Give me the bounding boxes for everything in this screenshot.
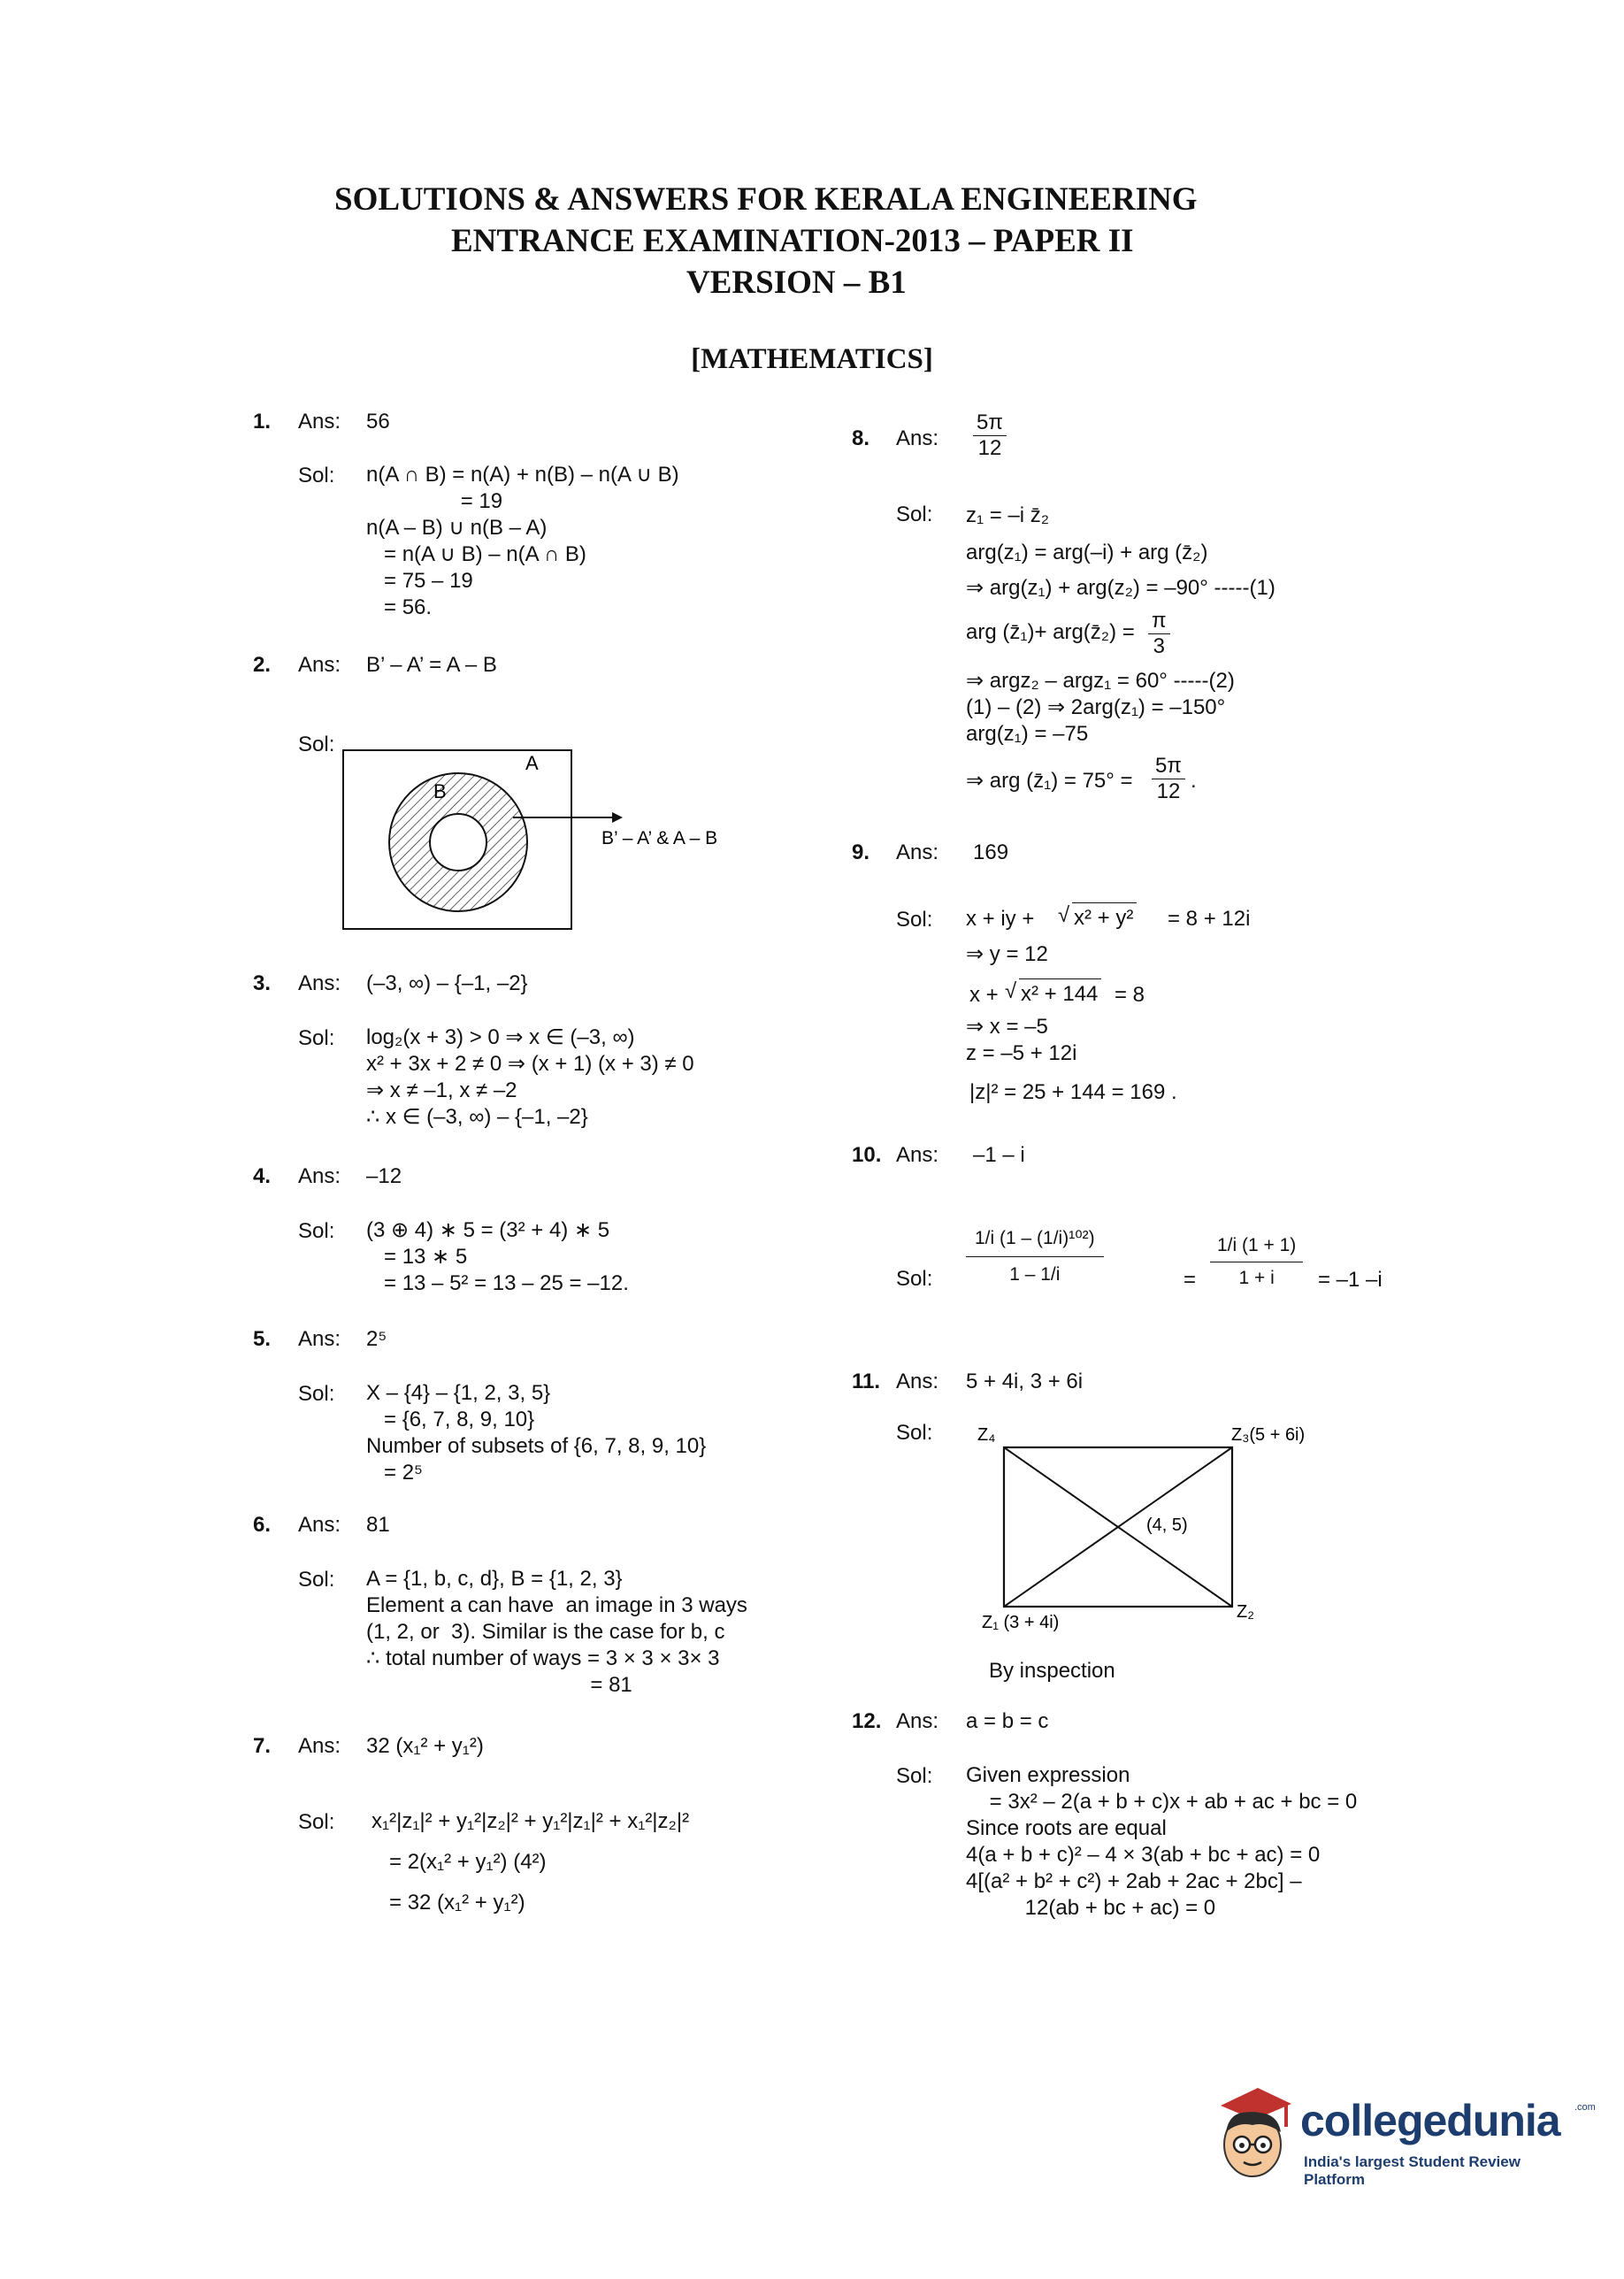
solution-label: Sol: [298, 464, 335, 487]
answer-value: 2⁵ [366, 1327, 387, 1351]
arrow-head [612, 812, 623, 823]
solution-line: arg(z₁) = –75 [966, 722, 1089, 746]
solution-line: = 2⁵ [366, 1461, 423, 1485]
vertex-label-z4: Z₄ [977, 1425, 996, 1445]
solution-line: (1, 2, or 3). Similar is the case for b, c [366, 1620, 725, 1644]
solution-label: Sol: [896, 908, 933, 932]
answer-value: 56 [366, 410, 390, 434]
solution-line: = 8 + 12i [1168, 907, 1251, 931]
answer-label: Ans: [298, 1513, 341, 1537]
venn-diagram [336, 743, 752, 938]
question-number: 5. [253, 1327, 272, 1351]
solution-line: ⇒ x ≠ –1, x ≠ –2 [366, 1078, 517, 1102]
solution-line: 4(a + b + c)² – 4 × 3(ab + bc + ac) = 0 [966, 1843, 1321, 1867]
solution-line: A = {1, b, c, d}, B = {1, 2, 3} [366, 1567, 623, 1591]
venn-label-a: A [525, 752, 539, 774]
subject-heading: [MATHEMATICS] [691, 343, 933, 375]
solution-line: ⇒ x = –5 [966, 1015, 1048, 1039]
solution-line: n(A – B) ∪ n(B – A) [366, 516, 548, 540]
answer-label: Ans: [298, 653, 341, 677]
solution-period: . [1191, 769, 1197, 793]
title-line-1: SOLUTIONS & ANSWERS FOR KERALA ENGINEERING [334, 181, 1198, 218]
answer-value: –12 [366, 1164, 402, 1188]
solution-line: ∴ x ∈ (–3, ∞) – {–1, –2} [366, 1105, 588, 1129]
equals-sign: = [1184, 1268, 1197, 1292]
set-b-circle [430, 814, 486, 871]
answer-label: Ans: [896, 1143, 939, 1167]
solution-line: ⇒ argz₂ – argz₁ = 60° -----(2) [966, 669, 1235, 693]
answer-value: B’ – A’ = A – B [366, 653, 497, 677]
solution-line: = n(A ∪ B) – n(A ∩ B) [366, 542, 586, 566]
solution-line: Given expression [966, 1763, 1130, 1787]
pi-over-3-fraction [1148, 609, 1170, 659]
logo-domain: .com [1574, 2102, 1596, 2113]
solution-line: ⇒ arg(z₁) + arg(z₂) = –90° -----(1) [966, 576, 1275, 600]
fraction-denominator: 12 [977, 436, 1002, 460]
question-number: 4. [253, 1164, 272, 1188]
solution-line: Element a can have an image in 3 ways [366, 1593, 747, 1617]
fraction-denominator: 12 [1156, 779, 1181, 803]
complex-fraction [966, 1221, 1104, 1293]
simplified-fraction [1210, 1230, 1303, 1294]
answer-value: a = b = c [966, 1709, 1049, 1733]
question-number: 10. [852, 1143, 882, 1167]
solution-line: ⇒ y = 12 [966, 942, 1048, 966]
solution-line: Since roots are equal [966, 1816, 1167, 1840]
solution-line: = 8 [1115, 983, 1145, 1007]
solution-line: z₁ = –i z̄₂ [966, 503, 1050, 527]
solution-line: z = –5 + 12i [966, 1041, 1077, 1065]
question-number: 7. [253, 1734, 272, 1758]
solution-line: Number of subsets of {6, 7, 8, 9, 10} [366, 1434, 707, 1458]
solution-line: 12(ab + bc + ac) = 0 [966, 1896, 1216, 1920]
answer-label: Ans: [298, 1164, 341, 1188]
answer-value: –1 – i [973, 1143, 1025, 1167]
solution-line: x² + 3x + 2 ≠ 0 ⇒ (x + 1) (x + 3) ≠ 0 [366, 1052, 694, 1076]
solution-line: |z|² = 25 + 144 = 169 . [969, 1080, 1177, 1104]
solution-line: = 3x² – 2(a + b + c)x + ab + ac + bc = 0 [966, 1790, 1358, 1814]
question-number: 9. [852, 840, 870, 864]
answer-fraction [973, 411, 1007, 461]
solution-label: Sol: [896, 1764, 933, 1788]
solution-line: x₁²|z₁|² + y₁²|z₂|² + y₁²|z₁|² + x₁²|z₂|² [372, 1809, 690, 1833]
solution-line: arg (z̄₁)+ arg(z̄₂) = [966, 620, 1135, 644]
solution-label: Sol: [298, 1219, 335, 1243]
answer-label: Ans: [298, 971, 341, 995]
solution-line: x + iy + [966, 907, 1035, 931]
solution-label: Sol: [298, 1382, 335, 1406]
vertex-label-z2: Z₂ [1237, 1602, 1254, 1622]
radical-sign: √ [1005, 979, 1017, 1003]
answer-value: 169 [973, 840, 1009, 864]
venn-note: B’ – A’ & A – B [601, 828, 718, 848]
logo-tagline: India's largest Student Review Platform [1304, 2153, 1521, 2188]
solution-line: ∴ total number of ways = 3 × 3 × 3× 3 [366, 1646, 720, 1670]
document-title [0, 179, 1624, 303]
solution-line: = 19 [366, 489, 503, 513]
question-number: 11. [852, 1370, 881, 1393]
question-number: 3. [253, 971, 272, 995]
vertex-label-z1: Z₁ (3 + 4i) [982, 1613, 1060, 1632]
solution-line: = 13 ∗ 5 [366, 1245, 468, 1269]
answer-label: Ans: [896, 1709, 939, 1733]
solution-result: = –1 –i [1318, 1268, 1383, 1292]
solution-line: = 81 [366, 1673, 632, 1697]
collegedunia-logo[interactable] [1203, 2070, 1596, 2188]
answer-label: Ans: [298, 1327, 341, 1351]
solution-label: Sol: [896, 1267, 933, 1291]
solution-line: = 56. [366, 595, 433, 619]
solution-line: (1) – (2) ⇒ 2arg(z₁) = –150° [966, 695, 1226, 719]
solution-line: 4[(a² + b² + c²) + 2ab + 2ac + 2bc] – [966, 1869, 1302, 1893]
solution-line: arg(z₁) = arg(–i) + arg (z̄₂) [966, 541, 1208, 564]
solution-label: Sol: [298, 733, 335, 756]
answer-label: Ans: [896, 840, 939, 864]
question-number: 12. [852, 1709, 882, 1733]
fraction-denominator: 3 [1153, 634, 1165, 658]
fraction-denominator: 1 – 1/i [1009, 1264, 1061, 1285]
solution-line: = 2(x₁² + y₁²) (4²) [372, 1850, 547, 1874]
question-number: 6. [253, 1513, 272, 1537]
fraction-numerator: 1/i (1 + 1) [1210, 1230, 1303, 1262]
fraction-numerator: 1/i (1 – (1/i)¹⁰²) [966, 1221, 1104, 1257]
solution-label: Sol: [298, 1026, 335, 1050]
solution-line: log₂(x + 3) > 0 ⇒ x ∈ (–3, ∞) [366, 1025, 635, 1049]
solution-line: = 75 – 19 [366, 569, 473, 593]
fraction-numerator: 5π [973, 411, 1007, 436]
solution-line: (3 ⊕ 4) ∗ 5 = (3² + 4) ∗ 5 [366, 1218, 610, 1242]
question-number: 1. [253, 410, 272, 434]
answer-label: Ans: [298, 410, 341, 434]
rectangle-diagram [973, 1419, 1327, 1635]
answer-label: Ans: [896, 1370, 939, 1393]
solution-line: n(A ∩ B) = n(A) + n(B) – n(A ∪ B) [366, 463, 679, 487]
solution-line: ⇒ arg (z̄₁) = 75° = [966, 769, 1133, 793]
fraction-numerator: 5π [1152, 754, 1185, 779]
result-fraction [1152, 754, 1185, 804]
solution-label: Sol: [896, 1421, 933, 1445]
solution-line: X – {4} – {1, 2, 3, 5} [366, 1381, 551, 1405]
solution-label: Sol: [896, 503, 933, 526]
solution-line: x + [969, 983, 999, 1007]
title-line-3: VERSION – B1 [686, 265, 907, 301]
solution-line: = {6, 7, 8, 9, 10} [366, 1408, 535, 1431]
vertex-label-z3: Z₃(5 + 6i) [1231, 1425, 1306, 1445]
fraction-denominator: 1 + i [1238, 1268, 1275, 1288]
logo-wordmark: collegedunia [1300, 2096, 1560, 2145]
venn-label-b: B [433, 780, 447, 802]
answer-label: Ans: [298, 1734, 341, 1758]
radical-sign: √ [1058, 903, 1070, 927]
solution-label: Sol: [298, 1810, 335, 1834]
title-line-2: ENTRANCE EXAMINATION-2013 – PAPER II [451, 223, 1134, 259]
answer-value: 5 + 4i, 3 + 6i [966, 1370, 1084, 1393]
center-label: (4, 5) [1146, 1515, 1188, 1535]
radicand: x² + 144 [1019, 978, 1101, 1008]
answer-value: (–3, ∞) – {–1, –2} [366, 971, 528, 995]
answer-label: Ans: [896, 426, 939, 450]
solution-line: = 13 – 5² = 13 – 25 = –12. [366, 1271, 629, 1295]
solution-label: Sol: [298, 1568, 335, 1592]
question-number: 8. [852, 426, 870, 450]
fraction-numerator: π [1148, 609, 1170, 634]
answer-value: 32 (x₁² + y₁²) [366, 1734, 484, 1758]
question-number: 2. [253, 653, 272, 677]
radicand: x² + y² [1072, 902, 1137, 932]
mascot-icon [1203, 2070, 1300, 2185]
answer-value: 81 [366, 1513, 390, 1537]
solution-note: By inspection [989, 1659, 1115, 1683]
solution-line: = 32 (x₁² + y₁²) [372, 1891, 525, 1915]
